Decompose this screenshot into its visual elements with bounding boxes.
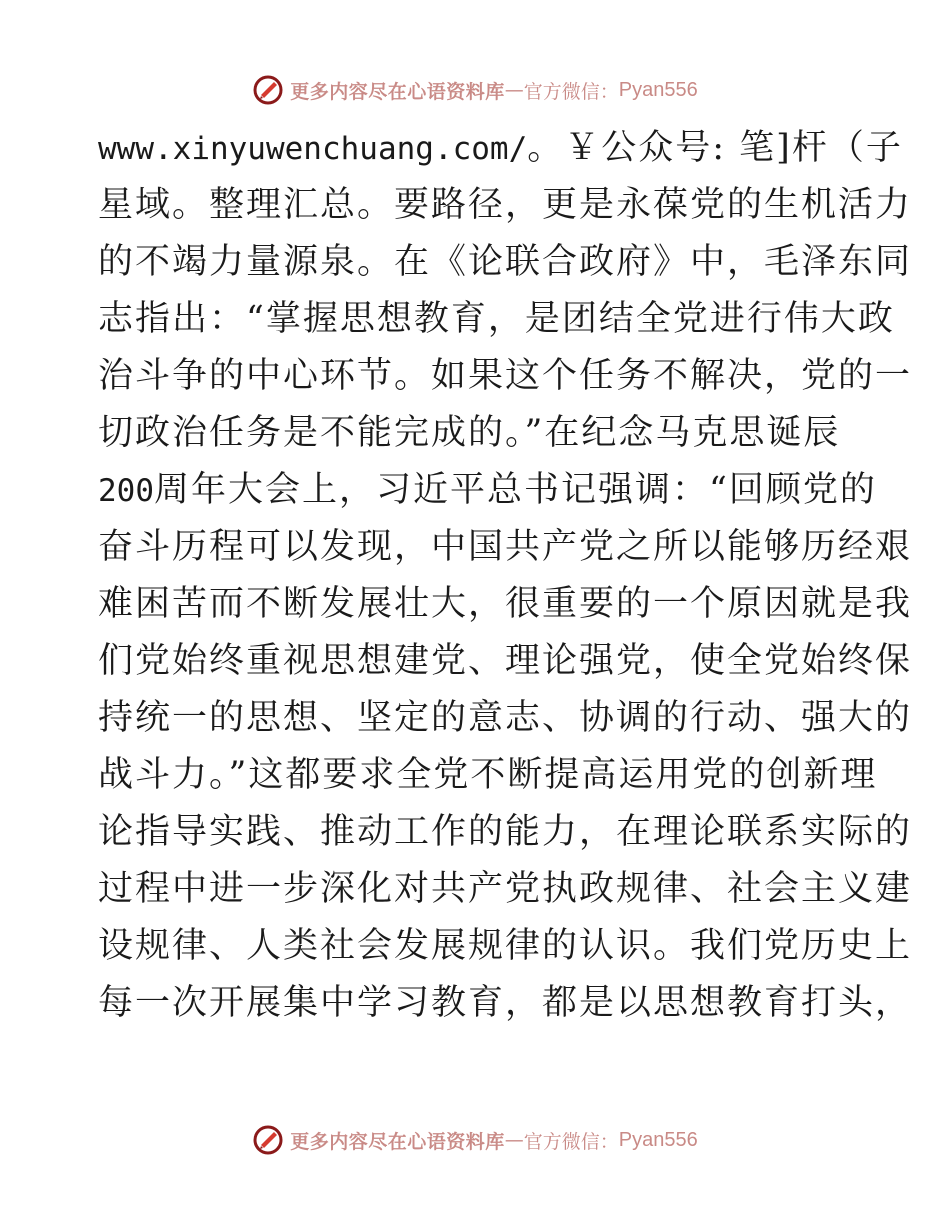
header-banner xyxy=(0,70,950,110)
banner-separator: — xyxy=(504,79,524,101)
text-line: 难困苦而不断发展壮大，很重要的一个原因就是我 xyxy=(98,584,913,624)
banner-separator: — xyxy=(504,1129,524,1151)
text-line xyxy=(98,120,903,177)
text-line: 切政治任务是不能完成的。”在纪念马克思诞辰 xyxy=(98,413,841,453)
text-line: 持统一的思想、坚定的意志、协调的行动、强大的 xyxy=(98,698,913,738)
text-fragment: 。￥公众号: 笔]杆（子 xyxy=(527,128,903,168)
text-line: 星域。整理汇总。要路径，更是永葆党的生机活力 xyxy=(98,185,913,225)
text-line: 每一次开展集中学习教育，都是以思想教育打头， xyxy=(98,983,913,1023)
text-line: 设规律、人类社会发展规律的认识。我们党历史上 xyxy=(98,926,913,966)
website-url: www.xinyuwenchuang.com/ xyxy=(98,131,528,167)
banner-slogan: 更多内容尽在心语资料库 xyxy=(290,1130,505,1153)
text-line: 的不竭力量源泉。在《论联合政府》中，毛泽东同 xyxy=(98,242,913,282)
banner-contact-label: 官方微信： xyxy=(523,80,619,103)
text-line: 们党始终重视思想建党、理论强党，使全党始终保 xyxy=(98,641,913,681)
text-line: 过程中进一步深化对共产党执政规律、社会主义建 xyxy=(98,869,913,909)
banner-contact-label: 官方微信： xyxy=(523,1130,619,1153)
text-line: 治斗争的中心环节。如果这个任务不解决，党的一 xyxy=(98,356,913,396)
banner-contact-id: Pyan556 xyxy=(618,78,698,101)
document-body xyxy=(98,120,913,1032)
banner-contact-id: Pyan556 xyxy=(618,1128,698,1151)
text-line xyxy=(98,462,877,519)
banner-slogan: 更多内容尽在心语资料库 xyxy=(290,80,505,103)
brand-logo-icon xyxy=(252,1124,284,1156)
text-fragment: 周年大会上，习近平总书记强调：“回顾党的 xyxy=(154,470,877,510)
text-line: 论指导实践、推动工作的能力，在理论联系实际的 xyxy=(98,812,913,852)
anniversary-number: 200 xyxy=(98,473,154,509)
footer-banner xyxy=(0,1120,950,1160)
text-line: 志指出：“掌握思想教育，是团结全党进行伟大政 xyxy=(98,299,895,339)
text-line: 战斗力。”这都要求全党不断提高运用党的创新理 xyxy=(98,755,878,795)
text-line: 奋斗历程可以发现，中国共产党之所以能够历经艰 xyxy=(98,527,913,567)
brand-logo-icon xyxy=(252,74,284,106)
